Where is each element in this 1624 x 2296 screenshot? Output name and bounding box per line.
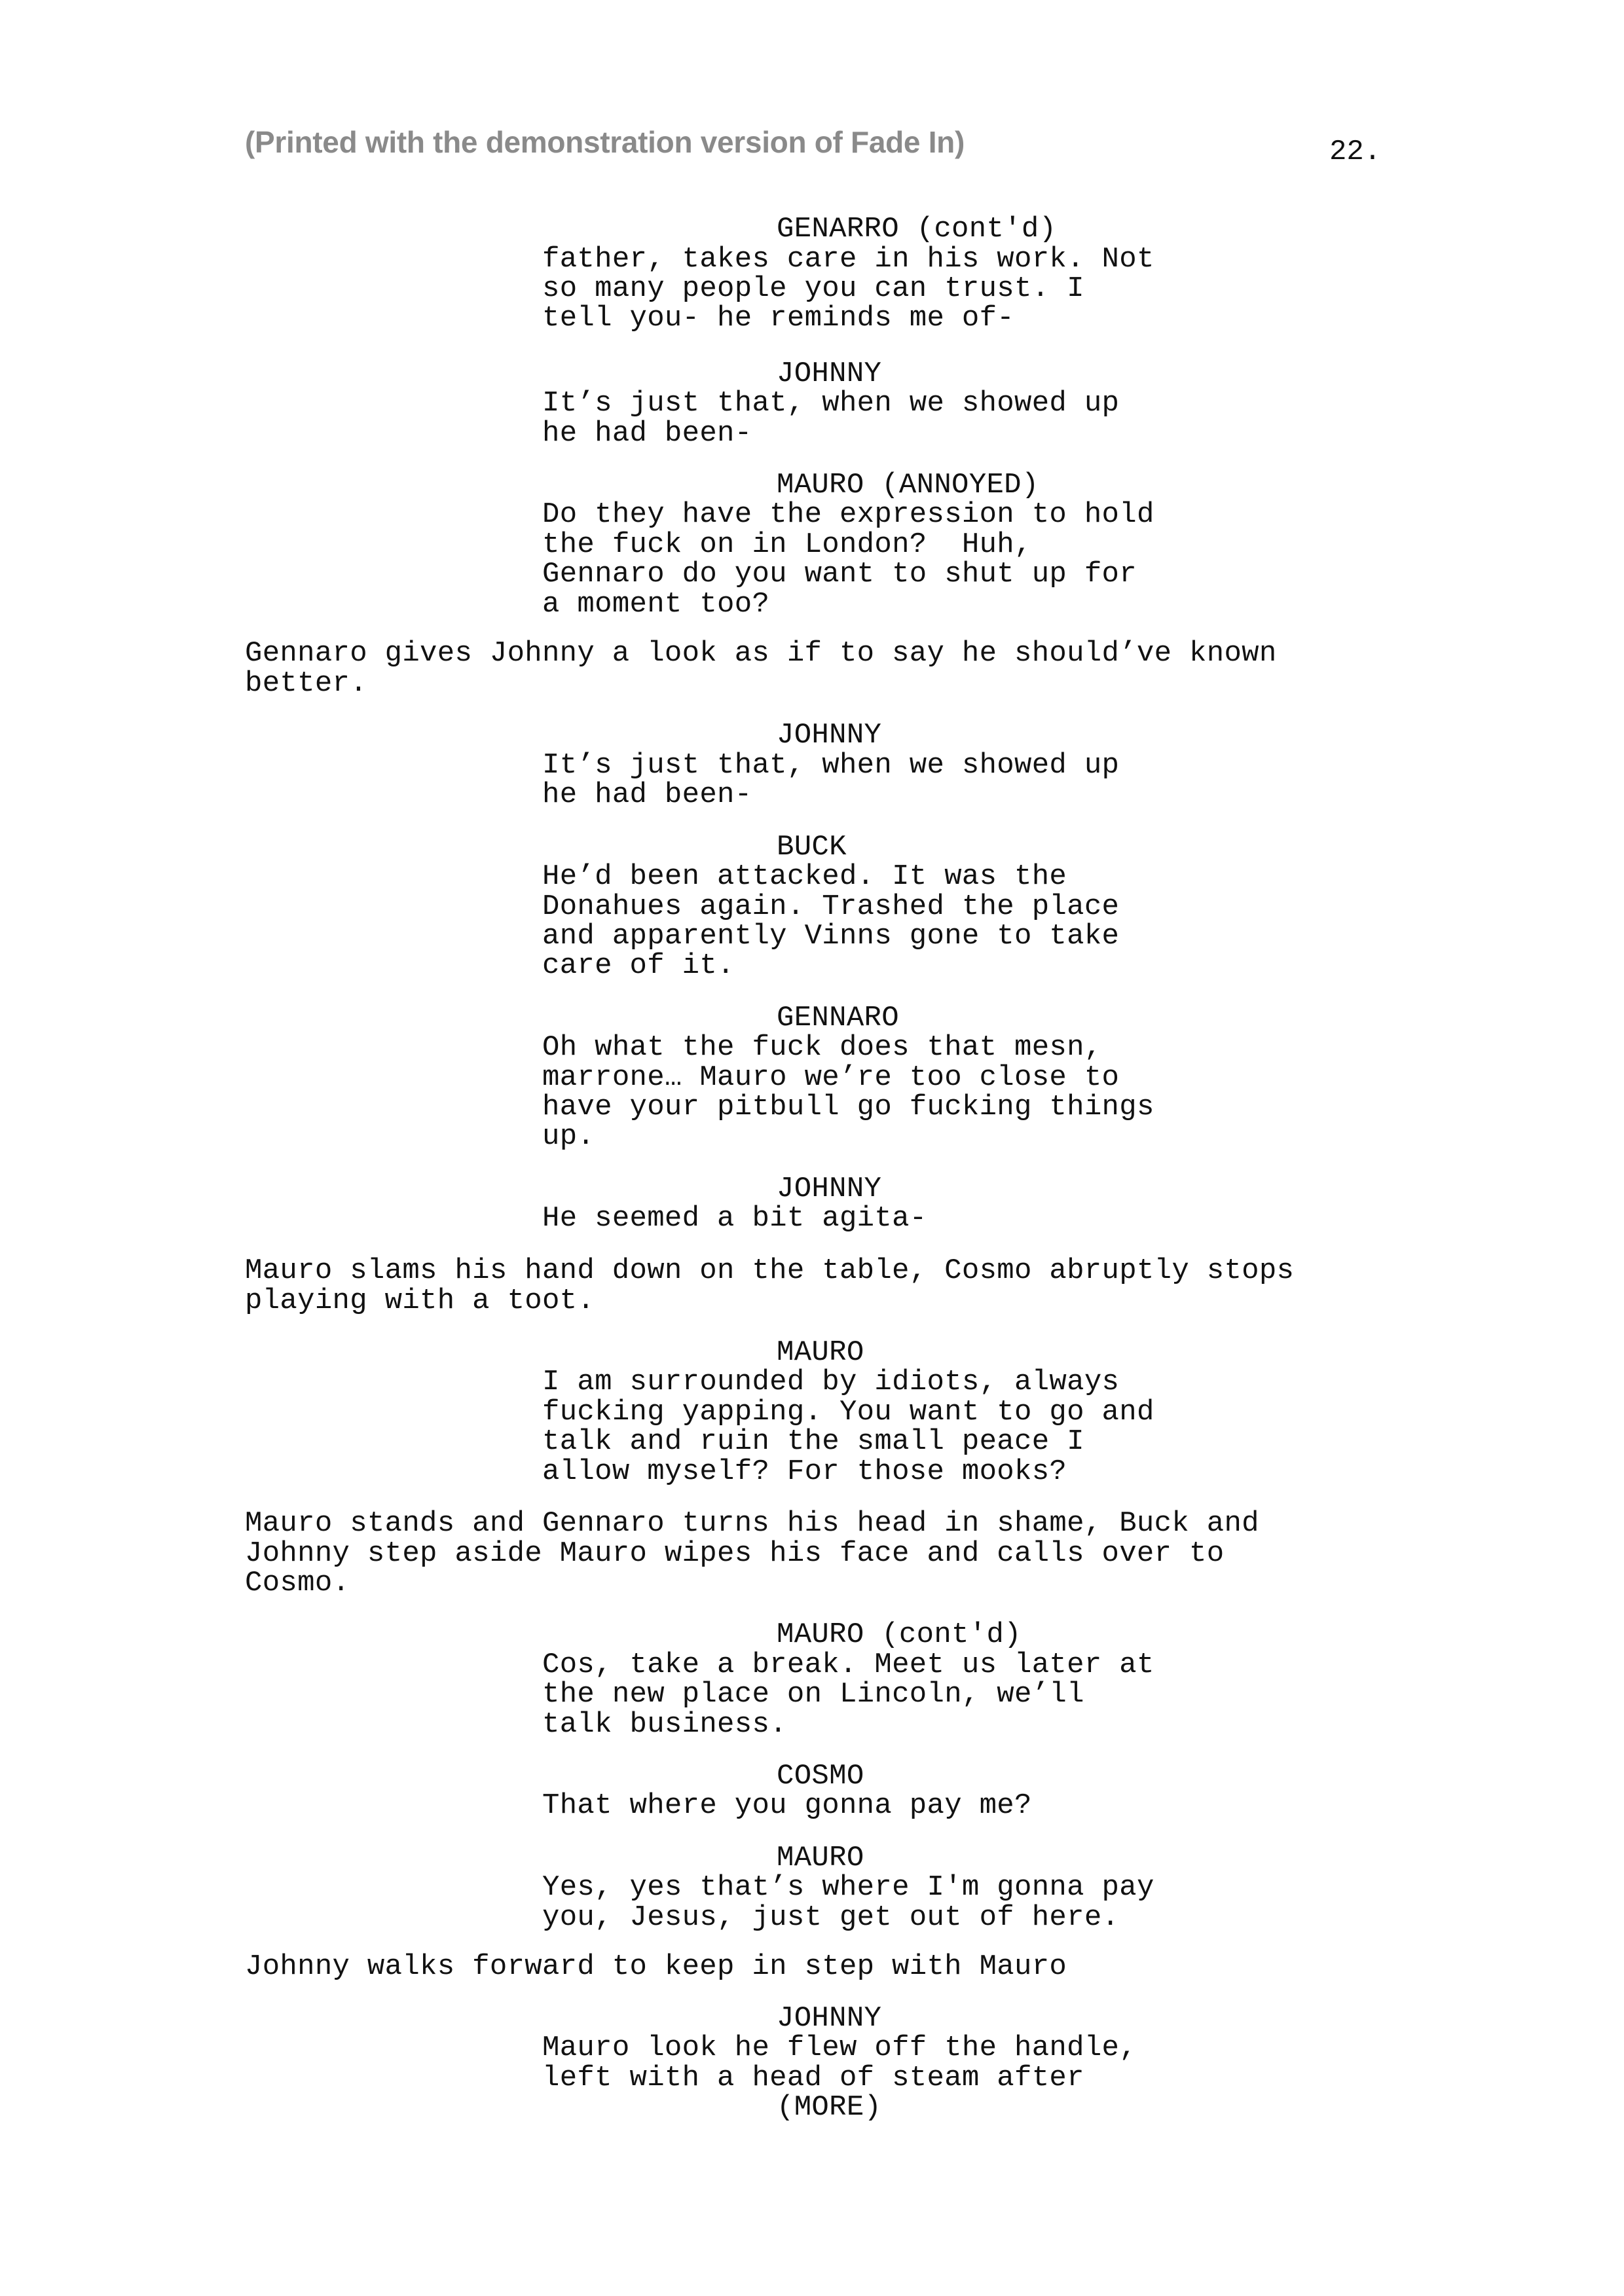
dialogue-line: you, Jesus, just get out of here. bbox=[542, 1901, 1120, 1934]
character-cue: COSMO bbox=[777, 1760, 864, 1793]
dialogue-line: It’s just that, when we showed up bbox=[542, 387, 1120, 420]
dialogue-line: care of it. bbox=[542, 949, 735, 982]
character-cue: MAURO bbox=[777, 1336, 864, 1369]
character-cue: JOHNNY bbox=[777, 719, 882, 752]
dialogue-line: marrone… Mauro we’re too close to bbox=[542, 1061, 1120, 1094]
action-line: Gennaro gives Johnny a look as if to say he should’ve known bbox=[245, 637, 1277, 670]
dialogue-line: father, takes care in his work. Not bbox=[542, 243, 1154, 276]
action-line: better. bbox=[245, 667, 367, 700]
page-number: 22. bbox=[1329, 136, 1382, 168]
dialogue-line: I am surrounded by idiots, always bbox=[542, 1366, 1120, 1398]
character-cue: MAURO bbox=[777, 1842, 864, 1874]
character-cue: GENNARO bbox=[777, 1002, 899, 1034]
dialogue-line: That where you gonna pay me? bbox=[542, 1789, 1032, 1822]
dialogue-line: a moment too? bbox=[542, 588, 770, 621]
action-line: Mauro stands and Gennaro turns his head in shame, Buck and bbox=[245, 1507, 1259, 1540]
dialogue-line: and apparently Vinns gone to take bbox=[542, 920, 1120, 953]
dialogue-line: he had been- bbox=[542, 417, 752, 450]
character-cue: JOHNNY bbox=[777, 2002, 882, 2035]
character-cue: MAURO (ANNOYED) bbox=[777, 469, 1039, 501]
dialogue-line: fucking yapping. You want to go and bbox=[542, 1396, 1154, 1429]
dialogue-line: Gennaro do you want to shut up for bbox=[542, 558, 1137, 591]
dialogue-line: talk business. bbox=[542, 1708, 787, 1741]
dialogue-line: Yes, yes that’s where I'm gonna pay bbox=[542, 1871, 1154, 1904]
dialogue-line: talk and ruin the small peace I bbox=[542, 1425, 1084, 1458]
dialogue-line: the new place on Lincoln, we’ll bbox=[542, 1678, 1084, 1711]
dialogue-line: Oh what the fuck does that mesn, bbox=[542, 1031, 1102, 1064]
dialogue-line: Do they have the expression to hold bbox=[542, 498, 1154, 531]
dialogue-line: He’d been attacked. It was the bbox=[542, 860, 1067, 893]
character-cue: JOHNNY bbox=[777, 357, 882, 390]
action-line: playing with a toot. bbox=[245, 1285, 595, 1317]
dialogue-line: left with a head of steam after bbox=[542, 2062, 1084, 2094]
dialogue-line: up. bbox=[542, 1120, 595, 1153]
dialogue-line: he had been- bbox=[542, 778, 752, 811]
character-cue: JOHNNY bbox=[777, 1173, 882, 1205]
action-line: Cosmo. bbox=[245, 1567, 350, 1599]
dialogue-line: have your pitbull go fucking things bbox=[542, 1091, 1154, 1123]
dialogue-line: allow myself? For those mooks? bbox=[542, 1455, 1067, 1488]
dialogue-line: Cos, take a break. Meet us later at bbox=[542, 1649, 1154, 1681]
action-line: Johnny walks forward to keep in step with Mauro bbox=[245, 1950, 1067, 1983]
action-line: Johnny step aside Mauro wipes his face and calls over to bbox=[245, 1537, 1225, 1570]
dialogue-line: Mauro look he flew off the handle, bbox=[542, 2032, 1137, 2064]
dialogue-line: It’s just that, when we showed up bbox=[542, 749, 1120, 782]
watermark-text: (Printed with the demonstration version of Fade In) bbox=[245, 125, 965, 159]
dialogue-line: so many people you can trust. I bbox=[542, 272, 1084, 305]
dialogue-line: Donahues again. Trashed the place bbox=[542, 890, 1120, 923]
dialogue-line: He seemed a bit agita- bbox=[542, 1202, 927, 1235]
character-cue: GENARRO (cont'd) bbox=[777, 213, 1057, 246]
dialogue-line: the fuck on in London? Huh, bbox=[542, 528, 1032, 561]
character-cue: BUCK bbox=[777, 831, 847, 864]
character-cue: MAURO (cont'd) bbox=[777, 1618, 1022, 1651]
action-line: Mauro slams his hand down on the table, Cosmo abruptly stops bbox=[245, 1254, 1295, 1287]
dialogue-line: tell you- he reminds me of- bbox=[542, 302, 1015, 335]
more-continuation: (MORE) bbox=[777, 2091, 882, 2124]
